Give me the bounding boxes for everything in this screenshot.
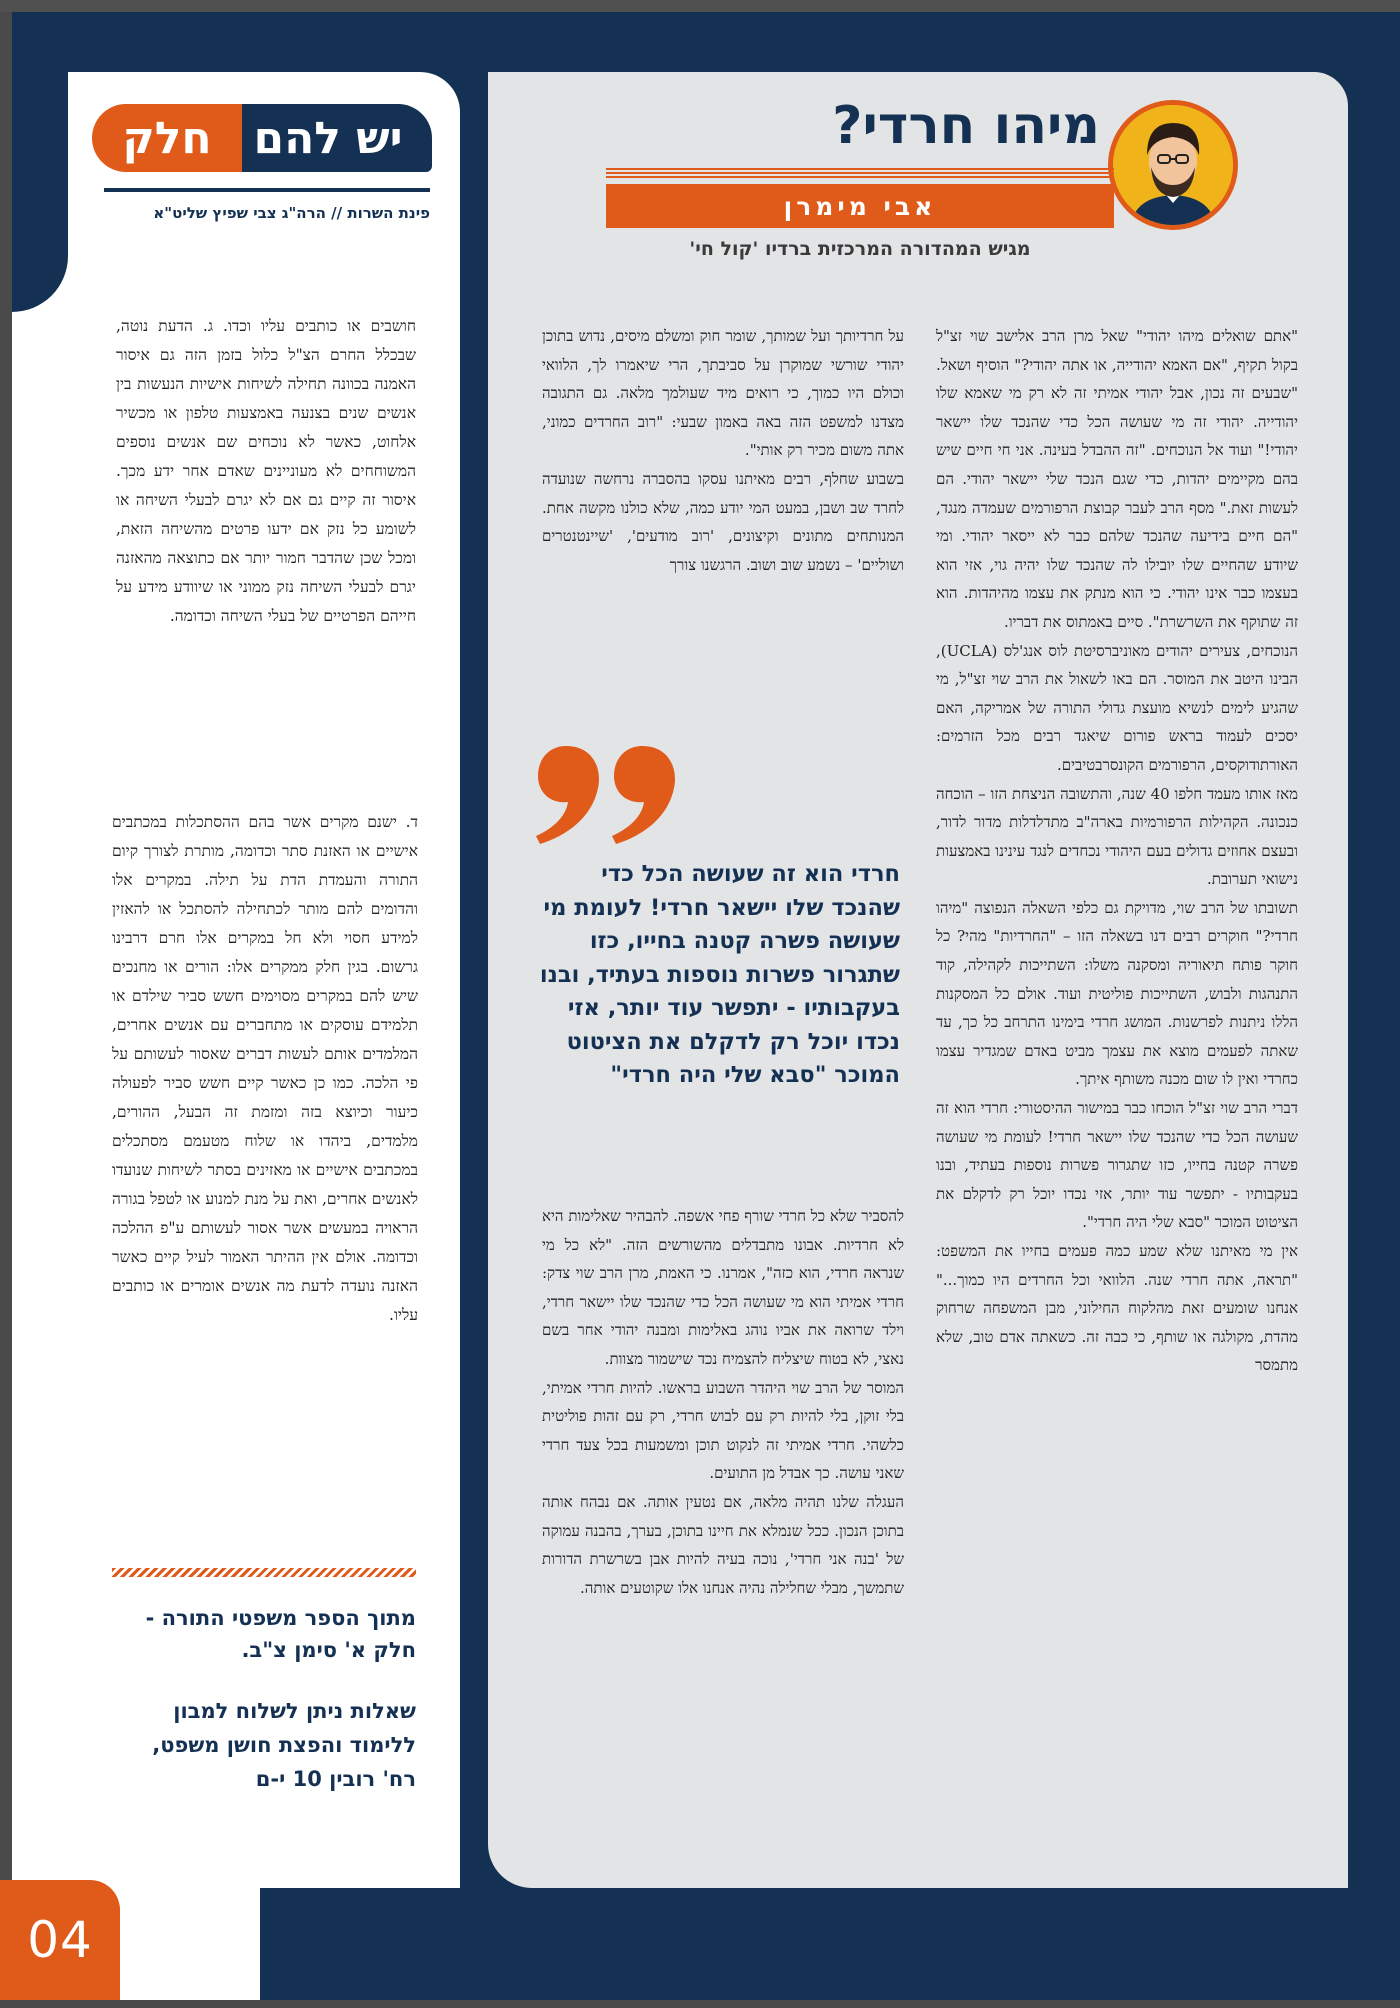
column-text-part-1: חושבים או כותבים עליו וכדו. ג. הדעת נוטה, שבכלל החרם הצ"ל כלול בזמן הזה גם איסור האמנה בכוונה תחילה לשיחות אישיות הנעשות בין אנשים שנים בצנעה באמצעות טלפון או מכשיר אלחוט, כאשר לא נוכחים שם אנשים נוספים המשוחחים לא מעוניינים שאדם אחר ידע מכך. איסור זה קיים גם אם לא יגרם לבעלי השיחה או לשומע כל נזק אם ידעו פרטים מהשיחה הזאת, ומכל שכן שהדבר חמור יותר אם כתוצאה מהאזנה יגרם לבעלי השיחה נזק ממוני או שיוודע מידע על חייהם הפרטיים של בעלי השיחה וכדומה.	[116, 317, 416, 625]
column-divider	[104, 188, 430, 192]
author-name: אבי מימרן	[606, 184, 1114, 228]
paragraph: מאז אותו מעמד חלפו 40 שנה, והתשובה הניצחת הזו – הוכחה כנכונה. הקהילות הרפורמיות בארה"ב מתדלדלות מדור לדור, ובעצם אחוזים גדולים בעם היהודי נכחדים לנגד עינינו באמצעות נישואי תערובת.	[936, 784, 1298, 889]
paragraph: המוסר של הרב שוי היהדר השבוע בראשו. להיות חרדי אמיתי, בלי זוקן, בלי להיות רק עם לבוש חרדי, רק עם זהות פוליטית כלשהי. חרדי אמיתי זה לנקוט תוכן ומשמעות בכל צעד חרדי שאני עושה. כך אבדל מן התועים.	[542, 1378, 904, 1483]
quote-mark-icon	[530, 740, 680, 850]
article-column-left-top	[542, 322, 904, 579]
paragraph: להסביר שלא כל חרדי שורף פחי אשפה. להבהיר שאלימות היא לא חרדיות. אבונו מתבדלים מהשורשים הזה. "לא כל מי שנראה חרדי, הוא כזה", אמרנו. כי האמת, מרן הרב שוי צדק: חרדי אמיתי הוא מי שעושה הכל כדי שהנכד שלו יישאר חרדי, וילד שרואה את אביו נוהג באלימות ומבנה יהודי אחר בשם נאצי, לא בטוח שיצליח להצמיח נכד שישמור מצוות.	[542, 1207, 904, 1368]
author-stripes	[606, 168, 1114, 178]
author-portrait-icon	[1108, 100, 1238, 230]
paragraph: דברי הרב שוי זצ"ל הוכחו כבר במישור ההיסטורי: חרדי הוא זה שעושה הכל כדי שהנכד שלו יישאר חרדי! לעומת מי שעושה פשרה קטנה בחייו, כזו שתגרור פשרות נוספות בעתיד, ובנו בעקבותיו - יתפשר עוד יותר, אזי נכדו יוכל רק לדקלם את הציטוט המוכר "סבא שלי היה חרדי".	[936, 1099, 1298, 1232]
column-text-part-2: ד. ישנם מקרים אשר בהם ההסתכלות במכתבים אישיים או האזנת סתר וכדומה, מותרת לצורך קיום התורה והעמדת הדת על תילה. במקרים אלו והדומים להם מותר לכתחילה להסתכל או להאזין למידע חסוי ולא חל במקרים אלו חרם דרבינו גרשום. בגין חלק ממקרים אלו: הורים או מחנכים שיש להם במקרים מסוימים חשש סביר שילדם או תלמידם עוסקים או מתחברים עם אנשים אחרים, המלמדים אותם לעשות דברים שאסור לעשותם על פי הלכה. כמו כן כאשר קיים חשש סביר לפעולה כיעור וכיוצא בזה ומזמת זה הבעל, ההורים, מלמדים, ביהדו או שלוח מטעמם מסתכלים במכתבים אישיים או מאזינים בסתר לשיחות שנועדו לאנשים אחרים, ואת על מנת למנוע או לטפל בגורה הראויה במעשים אשר אסור לעשותם ע"פ ההלכה וכדומה. אולם אין ההיתר האמור לעיל קיים כאשר האזנה נועדה לדעת מה אנשים אומרים או כותבים עליו.	[112, 813, 418, 1324]
paragraph: אין מי מאיתנו שלא שמע כמה פעמים בחייו את המשפט: "תראה, אתה חרדי שנה. הלוואי וכל החרדים היו כמוך..." אנחנו שומעים זאת מהלקוח החילוני, מבן המשפחה שרחוק מהדת, מקולגה או שותף, כי כבה זה. כשאתה אדם טוב, שלא מתמסר	[936, 1242, 1298, 1375]
pull-quote: חרדי הוא זה שעושה הכל כדי שהנכד שלו יישאר חרדי! לעומת מי שעושה פשרה קטנה בחייו, כזו שתגרור פשרות נוספות בעתיד, ובנו בעקבותיו - יתפשר עוד יותר, אזי נכדו יוכל רק לדקלם את הציטוט המוכר "סבא שלי היה חרדי"	[539, 861, 900, 1088]
column-source: מתוך הספר משפטי התורה - חלק א' סימן צ"ב.	[145, 1606, 416, 1662]
article-title: מיהו חרדי?	[832, 96, 1100, 156]
column-title-orange: חלק	[92, 104, 242, 172]
zigzag-divider	[112, 1568, 416, 1577]
paragraph: העגלה שלנו תהיה מלאה, אם נטעין אותה. אם נבהח אותה בתוכן הנכון. ככל שנמלא את חיינו בתוכן, בערך, בהבנה עמוקה של 'בנה אני חרדי', נוכה בעיה להיות אבן בשרשרת הדורות שתמשך, מבלי שחלילה נהיה אנחנו אלו שקוטעים אותה.	[542, 1492, 904, 1597]
viewer-top-bar	[0, 0, 1400, 12]
article-column-right	[936, 322, 1298, 1380]
column-questions-note: שאלות ניתן לשלוח למבון ללימוד והפצת חושן משפט, רח' רובין 10 י-ם	[152, 1699, 416, 1791]
author-subtitle: מגיש המהדורה המרכזית ברדיו 'קול חי'	[689, 238, 1031, 260]
left-notch-decoration	[12, 72, 68, 312]
paragraph: תשובתו של הרב שוי, מדויקת גם כלפי השאלה הנפוצה "מיהו חרדי?" חוקרים רבים דנו בשאלה הזו – "החרדיות" מהי? כל חוקר פותח תיאוריה ומסקנה משלו: השתייכות לקהילה, קוד התנהגות ולבוש, השתייכות פוליטית ועוד. אולם כל המסקנות הללו ניתנות לפרשנות. המושג חרדי בימינו התרחב כל כך, עד שאתה לפעמים מוצא את עצמך מביט באדם שמגדיר עצמו כחרדי ואין לו שום מכנה משותף איתך.	[936, 898, 1298, 1089]
column-header	[92, 104, 432, 176]
column-byline: פינת השרות // הרה"ג צבי שפיץ שליט"א	[153, 204, 430, 222]
paragraph: על חרדיותך ועל שמותך, שומר חוק ומשלם מיסים, נדוש בתוכן יהודי שורשי שמוקרן על סביבתך, הרי שיאמרו לך, הלוואי וכולם היו כמוך, כי רואים מיד שעולמך מלאה. גם התגובה מצדנו למשפט הזה באה באמון שבעי: "רוב החרדים כמוני, אתה משום מכיר רק אותי".	[542, 327, 904, 460]
paragraph: הנוכחים, צעירים יהודים מאוניברסיטת לוס אנג'לס (UCLA), הבינו היטב את המוסר. הם באו לשאול את הרב שוי זצ"ל, מי שהגיע לימים לנשיא מועצת גדולי התורה של אמריקה, האם יסכים לעמוד בראש פורום שיאגד רבים מכל הזרמים: האורתודוקסים, הרפורמים הקונסרבטיבים.	[936, 641, 1298, 774]
article-column-left-bottom	[542, 1202, 904, 1602]
column-title-navy: יש להם	[224, 104, 432, 172]
paragraph: בשבוע שחלף, רבים מאיתנו עסקו בהסברה נרחשה שנועדה לחרד שב ושבן, במעט המי יודע כמה, שלא כולנו מקשה אחת. המנותחים מתונים וקיצונים, 'רוב מודעים', 'שיינטנטרים ושוליים' – נשמע שוב ושוב. הרגשנו צורך	[542, 469, 904, 574]
page-number: 04	[0, 1880, 120, 2000]
paragraph: "אתם שואלים מיהו יהודי" שאל מרן הרב אלישב שוי זצ"ל בקול תקיף, "אם האמא יהודייה, או אתה יהודי?" הוסיף ושאל. "שבעים זה נכון, אבל יהודי אמיתי זה לא רק מי שאמא שלו יהודייה. יהודי זה מי שעושה הכל כדי שהנכד שלו יישאר יהודי!" ועוד אל הנוכחים. "זה ההבדל בעינה. אני חי חיים שיש בהם מקיימים יהדות, כדי שגם הנכד שלי יישאר יהודי. הם לעשות זאת." מסף הרב לעבר קבוצת הרפורמים שעמדה מנגד, "הם חיים בידיעה שהנכד שלהם כבר לא ייסאר יהודי. ומי שיודע שהחיים שלו יובילו לה שהנכד שלו יהיה גוי, אזי הוא בעצמו כבר אינו יהודי. כי הוא מנתק את עצמו מהיהדות. הוא זה שתוקף את השרשרת". סיים באמתוס את דבריו.	[936, 327, 1298, 631]
